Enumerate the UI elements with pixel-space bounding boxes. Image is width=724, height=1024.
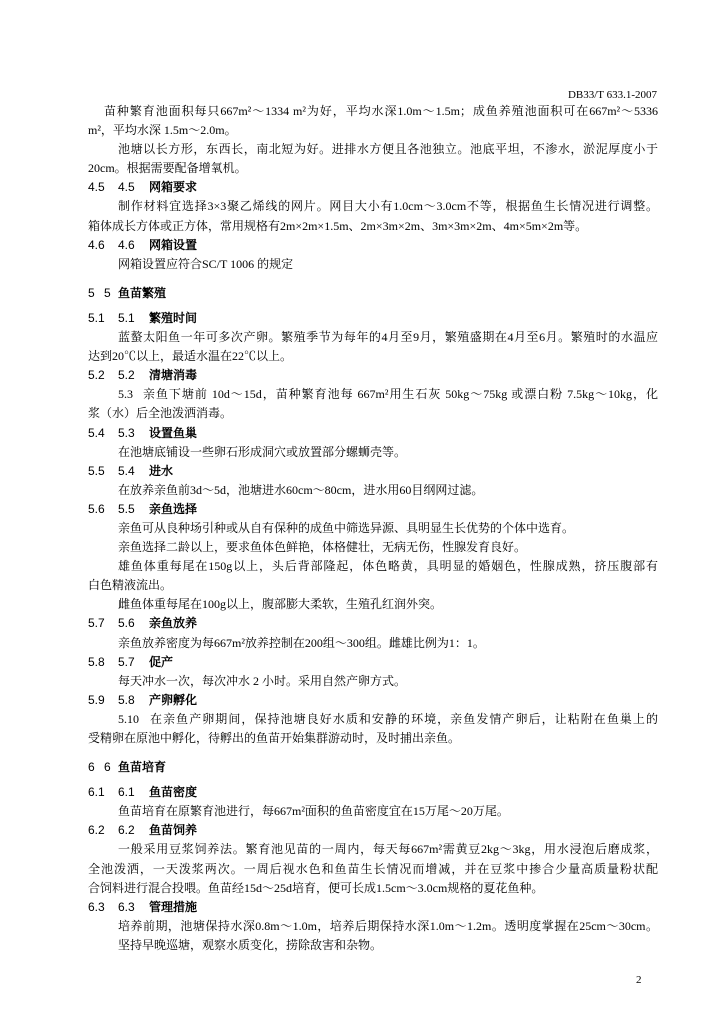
section-heading bbox=[88, 898, 658, 917]
section-title: 鱼苗饲养 bbox=[149, 823, 198, 838]
section-title: 产卵孵化 bbox=[149, 692, 198, 707]
section-number-alt: 6.1 bbox=[118, 785, 135, 800]
section-title: 进水 bbox=[149, 463, 174, 478]
section-title: 网箱设置 bbox=[149, 237, 198, 252]
section-title: 促产 bbox=[149, 654, 174, 669]
section-number-alt: 6.2 bbox=[118, 823, 135, 838]
section-heading bbox=[88, 236, 658, 255]
paragraph-line bbox=[88, 710, 658, 729]
section-heading bbox=[88, 366, 658, 385]
chapter-title: 鱼苗培育 bbox=[118, 760, 167, 775]
section-title: 网箱要求 bbox=[149, 180, 198, 195]
section-number-alt: 5.2 bbox=[118, 368, 135, 383]
paragraph-line: 一般采用豆浆饲养法。繁育池见苗的一周内，每天每667m²需黄豆2kg～3kg，用水浸泡后磨成浆， bbox=[118, 842, 658, 857]
paragraph-line: 亲鱼放养密度为每667m²放养控制在200组～300组。雌雄比例为1：1。 bbox=[118, 635, 485, 650]
paragraph-line: 浆（水）后全池泼洒消毒。 bbox=[88, 406, 233, 421]
clause-number: 5.3 bbox=[118, 387, 133, 402]
chapter-heading bbox=[88, 758, 658, 777]
paragraph-line bbox=[88, 385, 658, 404]
chapter-number-alt: 5 bbox=[104, 285, 111, 300]
section-number: 5.2 bbox=[88, 368, 105, 383]
chapter-heading bbox=[88, 284, 658, 303]
paragraph-line: 池塘以长方形，东西长，南北短为好。进排水方便且各池独立。池底平坦，不渗水，淤泥厚度小于 bbox=[118, 142, 658, 157]
section-title: 清塘消毒 bbox=[149, 368, 198, 383]
section-number: 5.8 bbox=[88, 654, 105, 669]
paragraph-text: 亲鱼下塘前 10d～15d，苗种繁育池每 667m²用生石灰 50kg～75kg 或漂白粉 7.5kg～10kg，化 bbox=[142, 387, 658, 402]
paragraph-line: 制作材料宜选择3×3聚乙烯线的网片。网目大小有1.0cm～3.0cm不等，根据鱼生长情况进行调整。 bbox=[118, 199, 658, 214]
section-number: 4.6 bbox=[88, 237, 105, 252]
section-number: 4.5 bbox=[88, 180, 105, 195]
paragraph-line: 每天冲水一次，每次冲水 2 小时。采用自然产卵方式。 bbox=[118, 673, 407, 688]
paragraph-line: 培养前期，池塘保持水深0.8m～1.0m，培养后期保持水深1.0m～1.2m。透明度掌握在25cm～30cm。 bbox=[118, 918, 658, 933]
section-title: 繁殖时间 bbox=[149, 310, 198, 325]
section-number-alt: 5.5 bbox=[118, 501, 135, 516]
paragraph-line: 箱体成长方体或正方体，常用规格有2m×2m×1.5m、2m×3m×2m、3m×3m×2m、4m×5m×2m等。 bbox=[88, 218, 588, 233]
section-heading bbox=[88, 614, 658, 633]
section-number-alt: 5.6 bbox=[118, 616, 135, 631]
section-number-alt: 5.7 bbox=[118, 654, 135, 669]
section-heading bbox=[88, 783, 658, 802]
section-heading bbox=[88, 462, 658, 481]
section-number: 5.4 bbox=[88, 425, 105, 440]
section-title: 设置鱼巢 bbox=[149, 425, 198, 440]
paragraph-line: 网箱设置应符合SC/T 1006 的规定 bbox=[118, 256, 294, 271]
paragraph-line: 在放养亲鱼前3d～5d，池塘进水60cm～80cm，进水用60目纲网过滤。 bbox=[118, 482, 484, 497]
section-title: 鱼苗密度 bbox=[149, 785, 198, 800]
section-number: 5.9 bbox=[88, 692, 105, 707]
paragraph-line: 坚持早晚巡塘，观察水质变化，捞除敌害和杂物。 bbox=[118, 937, 383, 952]
section-number: 5.1 bbox=[88, 310, 105, 325]
section-number-alt: 5.4 bbox=[118, 463, 135, 478]
section-heading bbox=[88, 653, 658, 672]
section-heading bbox=[88, 500, 658, 519]
paragraph-line: 全池泼洒，一天泼浆两次。一周后视水色和鱼苗生长情况而增减，并在豆浆中掺合少量高质量粉状配 bbox=[88, 861, 658, 876]
section-number: 5.6 bbox=[88, 501, 105, 516]
paragraph-line: 白色精液流出。 bbox=[88, 578, 173, 593]
clause-number: 5.10 bbox=[118, 711, 139, 726]
paragraph-line: 亲鱼选择二龄以上，要求鱼体色鲜艳，体格健壮，无病无伤，性腺发育良好。 bbox=[118, 540, 527, 555]
document-body bbox=[88, 102, 658, 955]
paragraph-line: 达到20℃以上，最适水温在22℃以上。 bbox=[88, 349, 293, 364]
paragraph-line: 雄鱼体重每尾在150g以上，头后背部隆起，体色略黄，具明显的婚姻色，性腺成熟，挤压腹部有 bbox=[118, 559, 658, 574]
section-number: 6.3 bbox=[88, 899, 105, 914]
paragraph-line: 亲鱼可从良种场引种或从自有保种的成鱼中筛选异源、具明显生长优势的个体中选育。 bbox=[118, 520, 575, 535]
section-number: 6.1 bbox=[88, 785, 105, 800]
paragraph-line: 蓝螯太阳鱼一年可多次产卵。繁殖季节为每年的4月至9月，繁殖盛期在4月至6月。繁殖时的水温应 bbox=[118, 330, 658, 345]
document-code-header: DB33/T 633.1-2007 bbox=[567, 89, 657, 101]
section-number: 5.5 bbox=[88, 463, 105, 478]
section-heading bbox=[88, 821, 658, 840]
paragraph-line: 合饲料进行混合投喂。鱼苗经15d～25d培育，便可长成1.5cm～3.0cm规格的夏花鱼种。 bbox=[88, 880, 544, 895]
page-number: 2 bbox=[636, 974, 642, 986]
section-number-alt: 5.3 bbox=[118, 425, 135, 440]
section-title: 亲鱼放养 bbox=[149, 616, 198, 631]
section-heading bbox=[88, 178, 658, 197]
section-number-alt: 4.6 bbox=[118, 237, 135, 252]
section-number-alt: 5.1 bbox=[118, 310, 135, 325]
chapter-number: 6 bbox=[88, 760, 95, 775]
section-heading bbox=[88, 309, 658, 328]
chapter-number-alt: 6 bbox=[104, 760, 111, 775]
section-title: 管理措施 bbox=[149, 899, 198, 914]
paragraph-text: 在亲鱼产卵期间，保持池塘良好水质和安静的环境，亲鱼发情产卵后，让粘附在鱼巢上的 bbox=[149, 711, 658, 726]
section-title: 亲鱼选择 bbox=[149, 501, 198, 516]
chapter-number: 5 bbox=[88, 285, 95, 300]
paragraph-line: 受精卵在原池中孵化，待孵出的鱼苗开始集群游动时，及时捕出亲鱼。 bbox=[88, 731, 461, 745]
section-heading bbox=[88, 691, 658, 710]
section-number-alt: 5.8 bbox=[118, 692, 135, 707]
section-number-alt: 4.5 bbox=[118, 180, 135, 195]
paragraph-line: 在池塘底铺设一些卵石形成洞穴或放置部分螺蛳壳等。 bbox=[118, 444, 407, 459]
section-number: 5.7 bbox=[88, 616, 105, 631]
section-heading bbox=[88, 424, 658, 443]
paragraph-line: 雌鱼体重每尾在100g以上，腹部膨大柔软，生殖孔红润外突。 bbox=[118, 597, 443, 612]
paragraph-line: 20cm。根据需要配备增氧机。 bbox=[88, 161, 247, 176]
chapter-title: 鱼苗繁殖 bbox=[118, 285, 167, 300]
paragraph-line: m²，平均水深 1.5m～2.0m。 bbox=[88, 123, 237, 138]
paragraph-line: 鱼苗培育在原繁育池进行，每667m²面积的鱼苗密度宜在15万尾～20万尾。 bbox=[118, 804, 509, 819]
paragraph-line: 苗种繁育池面积每只667m²～1334 m²为好，平均水深1.0m～1.5m；成鱼养殖池面积可在667m²～5336 bbox=[104, 104, 658, 118]
section-number-alt: 6.3 bbox=[118, 899, 135, 914]
section-number: 6.2 bbox=[88, 823, 105, 838]
